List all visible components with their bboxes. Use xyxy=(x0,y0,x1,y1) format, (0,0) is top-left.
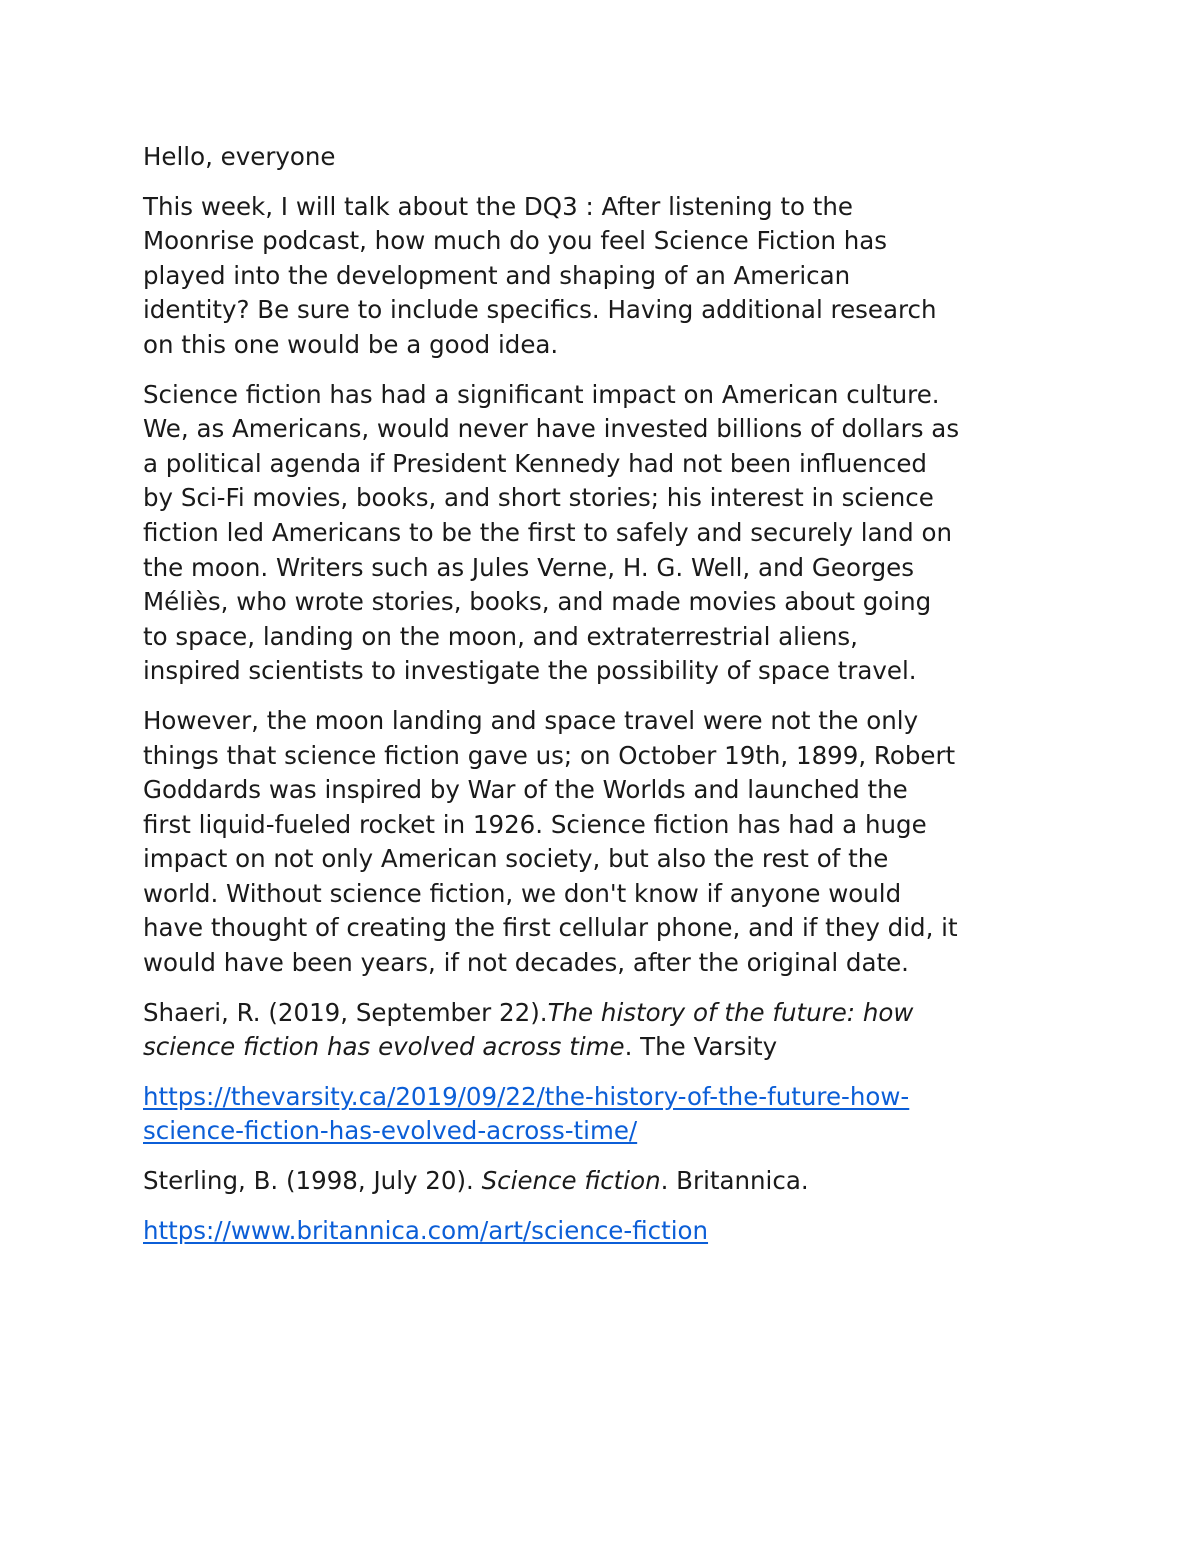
reference-shaeri-link[interactable] xyxy=(143,1080,1068,1149)
text-line: impact on not only American society, but also the rest of the xyxy=(143,844,889,874)
text-line: would have been years, if not decades, after the original date. xyxy=(143,948,909,978)
paragraph-however xyxy=(143,704,1068,981)
text-line: However, the moon landing and space travel were not the only xyxy=(143,705,919,735)
reference-url-line[interactable]: science-fiction-has-evolved-across-time/ xyxy=(143,1116,638,1146)
text-line: on this one would be a good idea. xyxy=(143,329,559,359)
greeting: Hello, everyone xyxy=(143,142,336,171)
text-line: played into the development and shaping of an American xyxy=(143,260,851,290)
reference-sterling-link[interactable] xyxy=(143,1214,1068,1249)
paragraph-impact xyxy=(143,378,1068,689)
reference-publisher: . Britannica. xyxy=(660,1166,809,1196)
text-line: This week, I will talk about the DQ3 : After listening to the xyxy=(143,191,853,221)
reference-url[interactable]: https://www.britannica.com/art/science-fiction xyxy=(143,1215,709,1245)
text-line: a political agenda if President Kennedy had not been influenced xyxy=(143,448,927,478)
text-line: the moon. Writers such as Jules Verne, H. G. Well, and Georges xyxy=(143,552,914,582)
text-line: Science fiction has had a significant impact on American culture. xyxy=(143,379,940,409)
document-page xyxy=(143,140,1068,1263)
reference-author-date: Shaeri, R. (2019, September 22). xyxy=(143,997,548,1027)
text-line: Goddards was inspired by War of the Worlds and launched the xyxy=(143,775,908,805)
text-line: to space, landing on the moon, and extraterrestrial aliens, xyxy=(143,621,858,651)
text-line: fiction led Americans to be the first to safely and securely land on xyxy=(143,517,953,547)
text-line: have thought of creating the first cellular phone, and if they did, it xyxy=(143,913,958,943)
reference-sterling xyxy=(143,1164,1068,1199)
reference-title: science fiction has evolved across time xyxy=(143,1032,625,1062)
text-line: first liquid-fueled rocket in 1926. Science fiction has had a huge xyxy=(143,809,927,839)
text-line: Méliès, who wrote stories, books, and made movies about going xyxy=(143,587,932,617)
text-line: world. Without science fiction, we don't know if anyone would xyxy=(143,878,902,908)
text-line: Moonrise podcast, how much do you feel Science Fiction has xyxy=(143,226,888,256)
text-line: identity? Be sure to include specifics. Having additional research xyxy=(143,295,937,325)
reference-title: The history of the future: how xyxy=(547,997,914,1027)
text-line: inspired scientists to investigate the possibility of space travel. xyxy=(143,656,917,686)
reference-author-date: Sterling, B. (1998, July 20). xyxy=(143,1166,482,1196)
reference-shaeri xyxy=(143,996,1068,1065)
discussion-question xyxy=(143,190,1068,363)
text-line: We, as Americans, would never have invested billions of dollars as xyxy=(143,414,960,444)
text-line: by Sci-Fi movies, books, and short stories; his interest in science xyxy=(143,483,934,513)
reference-url-line[interactable]: https://thevarsity.ca/2019/09/22/the-history-of-the-future-how- xyxy=(143,1081,910,1111)
reference-title: Science fiction xyxy=(481,1166,661,1196)
reference-publisher: . The Varsity xyxy=(624,1032,778,1062)
text-line: things that science fiction gave us; on October 19th, 1899, Robert xyxy=(143,740,956,770)
